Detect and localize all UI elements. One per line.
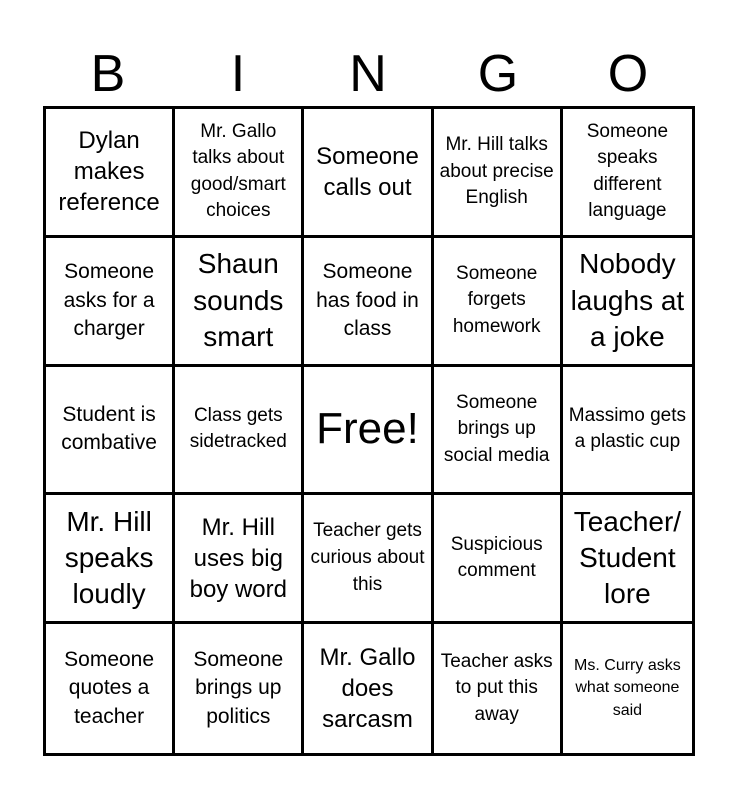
cell-text: Teacher asks to put this away [440, 650, 553, 725]
bingo-cell[interactable] [563, 238, 692, 367]
bingo-cell[interactable] [46, 238, 175, 367]
cell-text: Massimo gets a plastic cup [568, 404, 686, 453]
cell-text: Someone has food in class [316, 260, 419, 340]
bingo-cell[interactable] [434, 109, 563, 238]
bingo-cell[interactable] [46, 624, 175, 753]
bingo-cell[interactable] [46, 109, 175, 238]
cell-text: Nobody laughs at a joke [570, 248, 685, 352]
cell-text: Mr. Gallo talks about good/smart choices [190, 120, 286, 222]
header-letter-n: N [349, 45, 387, 103]
cell-text: Ms. Curry asks what someone said [574, 657, 681, 719]
cell-text: Someone calls out [316, 142, 419, 201]
bingo-cell[interactable] [434, 495, 563, 624]
bingo-cell[interactable] [563, 367, 692, 496]
cell-text: Someone brings up politics [193, 648, 284, 728]
cell-text: Student is combative [61, 403, 157, 455]
bingo-cell[interactable] [434, 367, 563, 496]
bingo-cell[interactable] [304, 624, 433, 753]
bingo-board [43, 106, 695, 756]
cell-text: Suspicious comment [450, 533, 543, 582]
bingo-cell[interactable] [434, 238, 563, 367]
cell-text: Someone asks for a charger [63, 260, 155, 340]
cell-text: Shaun sounds smart [193, 248, 284, 352]
bingo-cell[interactable] [563, 624, 692, 753]
cell-text: Teacher gets curious about this [310, 520, 425, 595]
header-letter-o: O [607, 45, 649, 103]
cell-text: Class gets sidetracked [189, 404, 287, 453]
cell-text: Teacher/ Student lore [573, 505, 682, 610]
header-letter-b: B [90, 45, 126, 103]
cell-text: Dylan makes reference [58, 127, 160, 217]
cell-text: Someone quotes a teacher [64, 648, 155, 728]
bingo-cell[interactable] [175, 624, 304, 753]
cell-text: Mr. Gallo does sarcasm [319, 643, 416, 734]
bingo-cell[interactable] [304, 495, 433, 624]
bingo-cell[interactable] [563, 495, 692, 624]
bingo-cell[interactable] [304, 109, 433, 238]
bingo-cell[interactable] [434, 624, 563, 753]
bingo-cell[interactable] [563, 109, 692, 238]
bingo-cell[interactable] [46, 495, 175, 624]
cell-text: Someone speaks different language [586, 120, 669, 222]
cell-text: Mr. Hill uses big boy word [189, 513, 287, 603]
cell-text: Someone brings up social media [443, 391, 550, 466]
cell-text: Someone forgets homework [452, 262, 541, 337]
bingo-cell[interactable] [175, 495, 304, 624]
bingo-cell[interactable] [46, 367, 175, 496]
header-letter-i: I [230, 45, 246, 103]
bingo-cell[interactable] [175, 109, 304, 238]
cell-text: Free! [316, 404, 419, 454]
cell-text: Mr. Hill talks about precise English [439, 134, 554, 209]
bingo-cell[interactable] [175, 367, 304, 496]
bingo-cell[interactable] [304, 238, 433, 367]
header-letter-g: G [477, 45, 519, 103]
free-space-cell[interactable] [304, 367, 433, 496]
bingo-header [43, 42, 693, 106]
bingo-cell[interactable] [175, 238, 304, 367]
cell-text: Mr. Hill speaks loudly [64, 505, 154, 610]
